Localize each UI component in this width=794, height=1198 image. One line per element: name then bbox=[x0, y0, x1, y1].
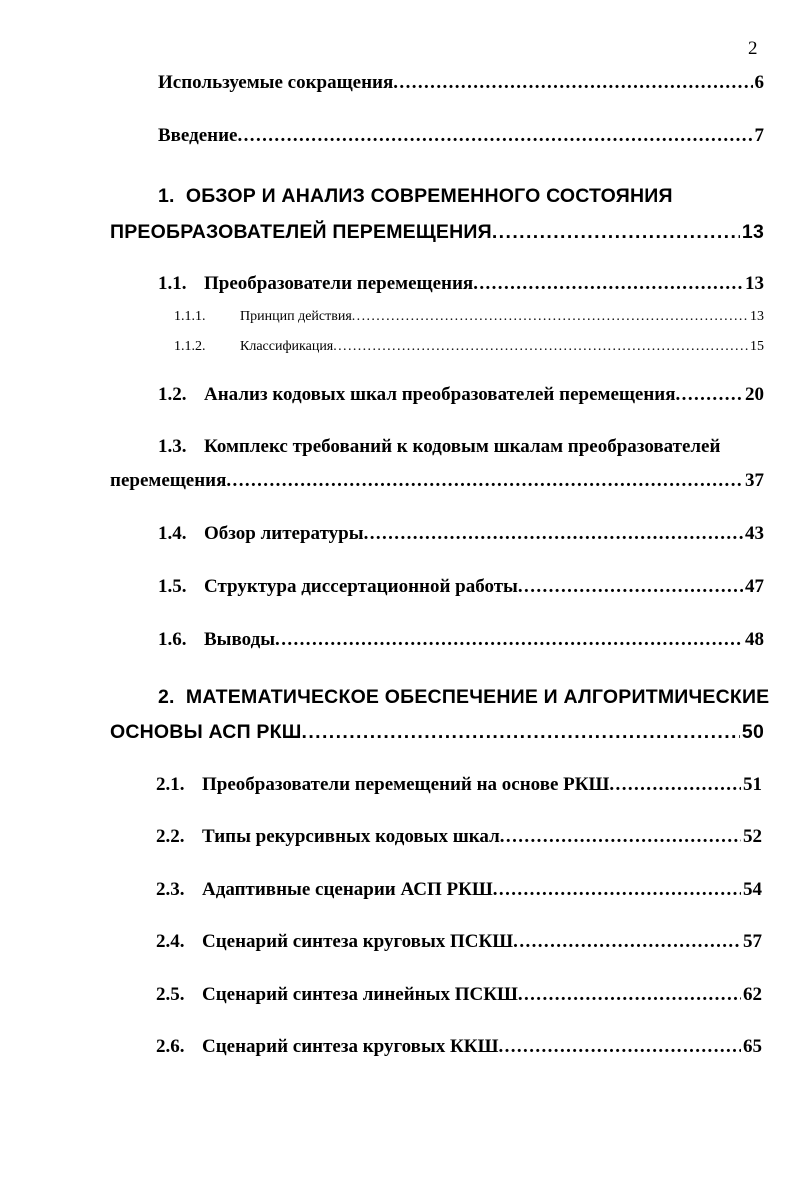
toc-title: Комплекс требований к кодовым шкалам преобразователей bbox=[204, 436, 721, 457]
toc-entry-1-3-line1[interactable] bbox=[158, 436, 720, 458]
page-number: 2 bbox=[748, 38, 758, 59]
toc-entry-introduction[interactable] bbox=[158, 125, 764, 147]
chapter-title: ОБЗОР И АНАЛИЗ СОВРЕМЕННОГО СОСТОЯНИЯ bbox=[185, 185, 673, 207]
toc-entry-1-1-2[interactable] bbox=[174, 339, 764, 355]
toc-title: Введение bbox=[158, 125, 238, 146]
toc-page: 54 bbox=[743, 879, 762, 900]
toc-chapter-1-line1[interactable] bbox=[158, 185, 673, 208]
toc-entry-1-6[interactable] bbox=[158, 629, 764, 651]
leader-dots bbox=[492, 221, 740, 244]
section-number: 1.4. bbox=[158, 523, 187, 544]
toc-title: Анализ кодовых шкал преобразователей перемещения bbox=[204, 384, 676, 405]
toc-entry-2-5[interactable] bbox=[156, 984, 762, 1006]
leader-dots bbox=[302, 721, 740, 744]
toc-title: Преобразователи перемещения bbox=[204, 273, 474, 294]
toc-title: Преобразователи перемещений на основе РКШ bbox=[202, 774, 610, 795]
section-number: 1.1.1. bbox=[174, 309, 206, 324]
toc-page: 50 bbox=[741, 721, 764, 743]
toc-chapter-2-line2[interactable] bbox=[110, 721, 764, 744]
toc-entry-1-1-1[interactable] bbox=[174, 309, 764, 325]
toc-title: Обзор литературы bbox=[204, 523, 364, 544]
section-number: 2.5. bbox=[156, 984, 185, 1005]
toc-chapter-2-line1[interactable] bbox=[158, 686, 769, 709]
toc-entry-abbreviations[interactable] bbox=[158, 72, 764, 94]
leader-dots bbox=[352, 309, 748, 325]
leader-dots bbox=[393, 72, 752, 94]
section-number: 1.2. bbox=[158, 384, 187, 405]
toc-title: Сценарий синтеза круговых ККШ bbox=[202, 1036, 499, 1057]
toc-title: Сценарий синтеза линейных ПСКШ bbox=[202, 984, 518, 1005]
toc-page: 37 bbox=[745, 470, 764, 491]
toc-title: Используемые сокращения bbox=[158, 72, 394, 93]
toc-entry-1-3-line2[interactable] bbox=[110, 470, 764, 492]
toc-title-cont: перемещения bbox=[110, 470, 227, 491]
toc-page: 13 bbox=[745, 273, 764, 294]
toc-title: Выводы bbox=[204, 629, 276, 650]
toc-page: 57 bbox=[743, 931, 762, 952]
toc-title: Принцип действия bbox=[240, 309, 352, 324]
chapter-number: 1. bbox=[158, 185, 175, 207]
toc-entry-2-4[interactable] bbox=[156, 931, 762, 953]
leader-dots bbox=[500, 826, 741, 848]
toc-page: 13 bbox=[750, 309, 764, 324]
leader-dots bbox=[609, 774, 741, 796]
toc-entry-2-1[interactable] bbox=[156, 774, 762, 796]
leader-dots bbox=[518, 984, 741, 1006]
toc-chapter-1-line2[interactable] bbox=[110, 221, 764, 244]
toc-page: 6 bbox=[754, 72, 764, 93]
leader-dots bbox=[364, 523, 743, 545]
section-number: 1.1. bbox=[158, 273, 187, 294]
toc-page: 65 bbox=[743, 1036, 762, 1057]
toc-entry-1-1[interactable] bbox=[158, 273, 764, 295]
section-number: 2.6. bbox=[156, 1036, 185, 1057]
toc-page: 13 bbox=[741, 221, 764, 243]
chapter-number: 2. bbox=[158, 686, 175, 708]
toc-entry-2-6[interactable] bbox=[156, 1036, 762, 1058]
toc-title: Адаптивные сценарии АСП РКШ bbox=[202, 879, 493, 900]
toc-page: 20 bbox=[745, 384, 764, 405]
leader-dots bbox=[333, 339, 748, 355]
toc-entry-1-4[interactable] bbox=[158, 523, 764, 545]
section-number: 2.2. bbox=[156, 826, 185, 847]
leader-dots bbox=[226, 470, 743, 492]
chapter-title-cont: ОСНОВЫ АСП РКШ bbox=[110, 721, 302, 743]
section-number: 2.4. bbox=[156, 931, 185, 952]
leader-dots bbox=[518, 576, 743, 598]
toc-page: 62 bbox=[743, 984, 762, 1005]
toc-page: 48 bbox=[745, 629, 764, 650]
toc-page: 51 bbox=[743, 774, 762, 795]
leader-dots bbox=[238, 125, 753, 147]
toc-entry-1-5[interactable] bbox=[158, 576, 764, 598]
toc-title: Классификация bbox=[240, 339, 334, 354]
leader-dots bbox=[493, 879, 741, 901]
toc-page: 47 bbox=[745, 576, 764, 597]
toc-title: Типы рекурсивных кодовых шкал bbox=[202, 826, 500, 847]
chapter-title: МАТЕМАТИЧЕСКОЕ ОБЕСПЕЧЕНИЕ И АЛГОРИТМИЧЕСКИЕ bbox=[185, 686, 770, 708]
chapter-title-cont: ПРЕОБРАЗОВАТЕЛЕЙ ПЕРЕМЕЩЕНИЯ bbox=[110, 221, 492, 243]
leader-dots bbox=[498, 1036, 741, 1058]
section-number: 1.1.2. bbox=[174, 339, 206, 354]
toc-title: Сценарий синтеза круговых ПСКШ bbox=[202, 931, 514, 952]
leader-dots bbox=[513, 931, 741, 953]
section-number: 2.3. bbox=[156, 879, 185, 900]
toc-entry-2-2[interactable] bbox=[156, 826, 762, 848]
toc-entry-1-2[interactable] bbox=[158, 384, 764, 406]
toc-page: 7 bbox=[754, 125, 764, 146]
leader-dots bbox=[676, 384, 743, 406]
section-number: 2.1. bbox=[156, 774, 185, 795]
leader-dots bbox=[275, 629, 743, 651]
toc-title: Структура диссертационной работы bbox=[204, 576, 518, 597]
toc-entry-2-3[interactable] bbox=[156, 879, 762, 901]
toc-page: 15 bbox=[750, 339, 764, 354]
section-number: 1.6. bbox=[158, 629, 187, 650]
leader-dots bbox=[473, 273, 743, 295]
toc-page: 52 bbox=[743, 826, 762, 847]
toc-page: 43 bbox=[745, 523, 764, 544]
section-number: 1.5. bbox=[158, 576, 187, 597]
section-number: 1.3. bbox=[158, 436, 187, 457]
